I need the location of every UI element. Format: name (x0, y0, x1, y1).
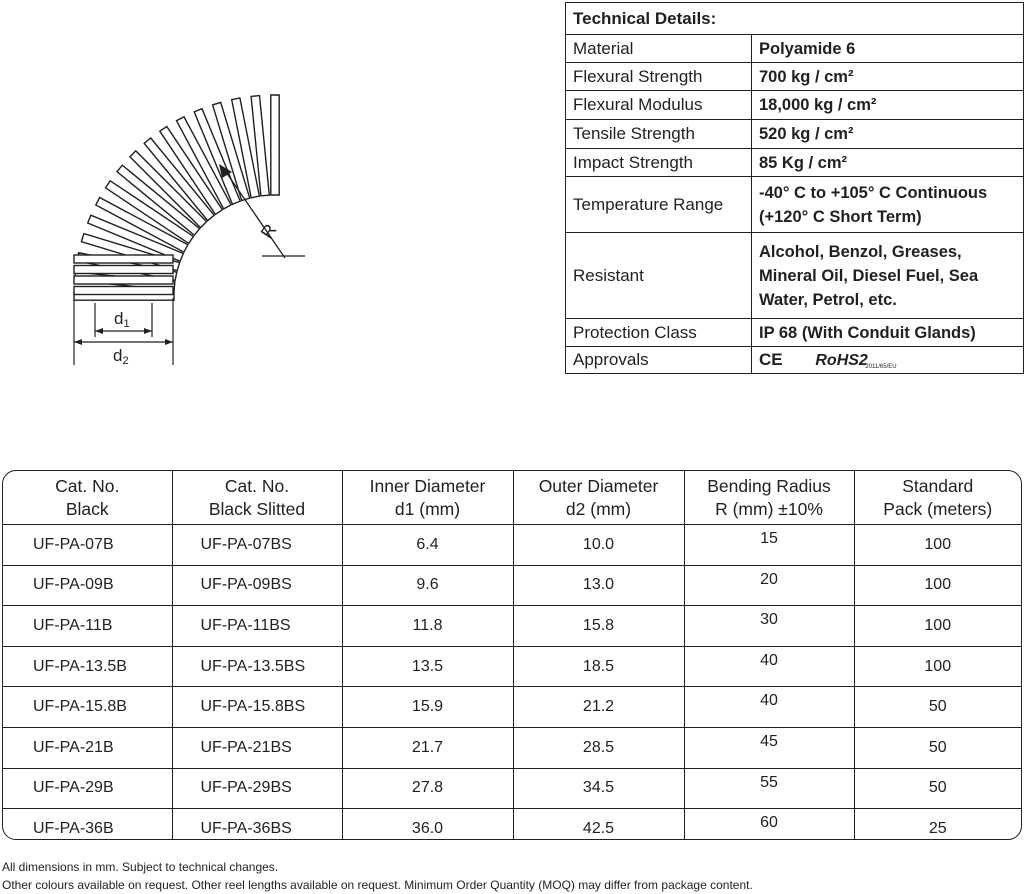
cell-cat-no-black: UF-PA-36B (3, 809, 172, 840)
conduit-bend-drawing (0, 0, 320, 380)
approvals-value (752, 347, 1024, 374)
cell-cat-no-slitted: UF-PA-29BS (172, 768, 342, 809)
header-outer-diameter: Outer Diameter d2 (mm) (513, 471, 684, 525)
cell-bending-radius: 20 (684, 565, 854, 606)
table-row (3, 809, 1021, 840)
cell-bending-radius: 40 (684, 687, 854, 728)
cell-cat-no-slitted: UF-PA-09BS (172, 565, 342, 606)
cell-bending-radius: 30 (684, 606, 854, 647)
cell-standard-pack: 100 (854, 606, 1021, 647)
cell-cat-no-black: UF-PA-15.8B (3, 687, 172, 728)
resistant-label: Resistant (566, 233, 752, 319)
cell-bending-radius: 45 (684, 727, 854, 768)
cell-cat-no-slitted: UF-PA-07BS (172, 525, 342, 566)
cell-inner-diameter: 36.0 (342, 809, 513, 840)
resistant-value: Alcohol, Benzol, Greases, Mineral Oil, Diesel Fuel, Sea Water, Petrol, etc. (752, 233, 1024, 319)
cell-standard-pack: 100 (854, 565, 1021, 606)
cell-cat-no-slitted: UF-PA-15.8BS (172, 687, 342, 728)
protection-class-value: IP 68 (With Conduit Glands) (752, 319, 1024, 347)
cell-cat-no-black: UF-PA-11B (3, 606, 172, 647)
cell-inner-diameter: 21.7 (342, 727, 513, 768)
cell-cat-no-black: UF-PA-29B (3, 768, 172, 809)
d1-label: d1 (114, 309, 130, 330)
cell-cat-no-slitted: UF-PA-21BS (172, 727, 342, 768)
spec-table-container (2, 470, 1022, 840)
material-label: Material (566, 35, 752, 63)
cell-cat-no-slitted: UF-PA-36BS (172, 809, 342, 840)
d2-label: d2 (113, 346, 129, 367)
conduit-rib (74, 266, 173, 274)
cell-standard-pack: 100 (854, 525, 1021, 566)
table-row (3, 606, 1021, 647)
cell-cat-no-black: UF-PA-21B (3, 727, 172, 768)
spec-table-header (3, 471, 1021, 525)
header-cat-no-black: Cat. No. Black (3, 471, 172, 525)
technical-details-table (565, 2, 1024, 374)
flexural-modulus-label: Flexural Modulus (566, 91, 752, 120)
header-cat-no-slitted: Cat. No. Black Slitted (172, 471, 342, 525)
table-row (3, 646, 1021, 687)
impact-strength-value: 85 Kg / cm² (752, 149, 1024, 177)
table-row (3, 768, 1021, 809)
flexural-modulus-value: 18,000 kg / cm² (752, 91, 1024, 120)
cell-outer-diameter: 28.5 (513, 727, 684, 768)
conduit-rib (74, 255, 173, 263)
technical-details-heading: Technical Details: (566, 3, 1024, 35)
cell-outer-diameter: 42.5 (513, 809, 684, 840)
cell-cat-no-slitted: UF-PA-13.5BS (172, 646, 342, 687)
cell-cat-no-black: UF-PA-13.5B (3, 646, 172, 687)
flexural-strength-label: Flexural Strength (566, 63, 752, 91)
cell-cat-no-black: UF-PA-09B (3, 565, 172, 606)
approvals-label: Approvals (566, 347, 752, 374)
rohs-logo: RoHS2 2011/65/EU (815, 352, 897, 370)
material-value: Polyamide 6 (752, 35, 1024, 63)
cell-bending-radius: 15 (684, 525, 854, 566)
conduit-rib (74, 287, 173, 295)
cell-bending-radius: 40 (684, 646, 854, 687)
table-row (3, 727, 1021, 768)
temperature-range-label: Temperature Range (566, 177, 752, 233)
tensile-strength-value: 520 kg / cm² (752, 120, 1024, 149)
table-row (3, 687, 1021, 728)
flexural-strength-value: 700 kg / cm² (752, 63, 1024, 91)
note-dimensions: All dimensions in mm. Subject to technical changes. (2, 860, 279, 874)
cell-bending-radius: 55 (684, 768, 854, 809)
cell-inner-diameter: 9.6 (342, 565, 513, 606)
cell-inner-diameter: 13.5 (342, 646, 513, 687)
cell-standard-pack: 50 (854, 687, 1021, 728)
temperature-range-value: -40° C to +105° C Continuous (+120° C Short Term) (752, 177, 1024, 233)
cell-inner-diameter: 6.4 (342, 525, 513, 566)
impact-strength-label: Impact Strength (566, 149, 752, 177)
cell-inner-diameter: 15.9 (342, 687, 513, 728)
cell-outer-diameter: 15.8 (513, 606, 684, 647)
cell-inner-diameter: 11.8 (342, 606, 513, 647)
note-availability: Other colours available on request. Other reel lengths available on request. Minimum Order Quantity (MOQ) may differ from package content. (2, 878, 753, 892)
header-standard-pack: Standard Pack (meters) (854, 471, 1021, 525)
cell-standard-pack: 50 (854, 727, 1021, 768)
table-row (3, 565, 1021, 606)
cell-cat-no-slitted: UF-PA-11BS (172, 606, 342, 647)
ce-mark: CE (759, 350, 783, 369)
spec-table-body (3, 525, 1021, 841)
cell-standard-pack: 25 (854, 809, 1021, 840)
spec-table (3, 471, 1021, 840)
conduit-ribs (74, 95, 279, 300)
cell-outer-diameter: 34.5 (513, 768, 684, 809)
cell-inner-diameter: 27.8 (342, 768, 513, 809)
cell-bending-radius: 60 (684, 809, 854, 840)
radius-label: R (256, 220, 281, 243)
cell-outer-diameter: 10.0 (513, 525, 684, 566)
protection-class-label: Protection Class (566, 319, 752, 347)
cell-outer-diameter: 13.0 (513, 565, 684, 606)
cell-cat-no-black: UF-PA-07B (3, 525, 172, 566)
table-row (3, 525, 1021, 566)
header-inner-diameter: Inner Diameter d1 (mm) (342, 471, 513, 525)
cell-outer-diameter: 18.5 (513, 646, 684, 687)
conduit-rib (74, 276, 173, 284)
cell-standard-pack: 50 (854, 768, 1021, 809)
conduit-rib (271, 95, 279, 195)
cell-outer-diameter: 21.2 (513, 687, 684, 728)
header-bending-radius: Bending Radius R (mm) ±10% (684, 471, 854, 525)
cell-standard-pack: 100 (854, 646, 1021, 687)
tensile-strength-label: Tensile Strength (566, 120, 752, 149)
